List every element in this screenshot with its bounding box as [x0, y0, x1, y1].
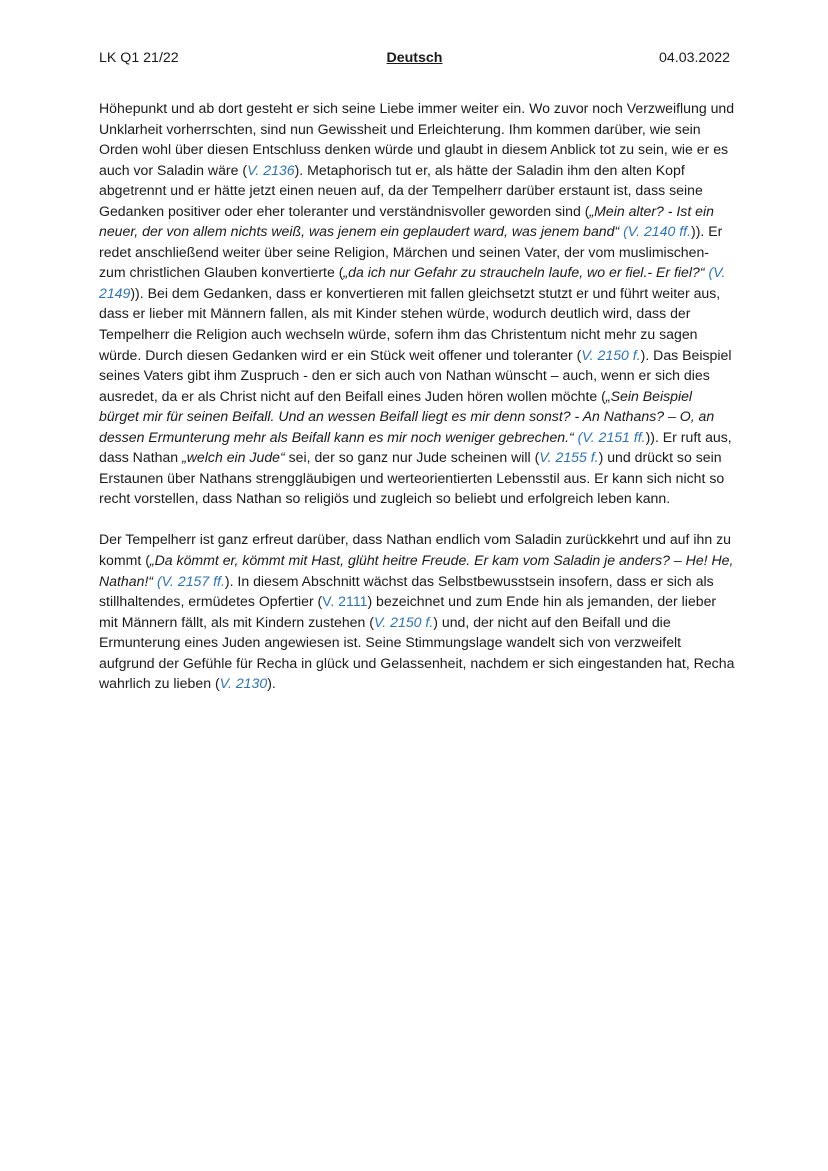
- text-run: ).: [267, 675, 276, 692]
- verse-reference: (V. 2149: [99, 264, 726, 301]
- quote: „Mein alter? - Ist ein neuer, der von allem nichts weiß, was jenem ein geplaudert ward, was jenem band“: [99, 202, 714, 240]
- quote: „Sein Beispiel bürget mir für seinen Beifall. Und an wessen Beifall liegt es mir denn sonst? - An Nathans? – O, an dessen Ermunterung mehr als Beifall kann es mir noch weniger gebrechen.“: [99, 387, 715, 445]
- paragraph-1: [99, 98, 735, 509]
- text-run: )). Er redet anschließend weiter über seine Religion, Märchen und seinen Vater, der vom muslimischen- zum christlichen Glauben konvertierte (: [99, 223, 723, 281]
- header-subject: Deutsch: [386, 50, 443, 66]
- verse-reference: (V. 2157 ff.: [156, 572, 225, 589]
- text-run: ) und drückt so sein Erstaunen über Nathans strenggläubigen und werteorientierten Lebensstil aus. Er kann sich nicht so recht vorstellen, dass Nathan so religiös und zugleich so beliebt und erfolgreich leben kann.: [99, 449, 725, 507]
- text-run: ) bezeichnet und zum Ende hin als jemanden, der lieber mit Männern fällt, als mit Kindern zustehen (: [99, 593, 717, 630]
- quote: „welch ein Jude“: [182, 449, 285, 466]
- verse-reference: V. 2150 f.: [373, 613, 434, 630]
- text-run: )). Er ruft aus, dass Nathan: [99, 428, 732, 466]
- document-body: [99, 98, 735, 694]
- header-date: 04.03.2022: [658, 50, 730, 66]
- verse-reference: (V. 2151 ff.: [577, 428, 646, 445]
- text-run: )). Bei dem Gedanken, dass er konvertieren mit fallen gleichsetzt stutzt er und führt weiter aus, dass er lieber mit Männern fallen, als mit Kinder stehen würde, wodurch deutlich wird, dass der Tempelherr die Religion auch wechseln würde, sofern ihm das Christentum nicht mehr zu sagen würde. Durch diesen Gedanken wird er ein Stück weit offener und toleranter (: [99, 284, 721, 363]
- verse-reference: (V. 2140 ff.: [623, 223, 691, 240]
- text-run: ). Metaphorisch tut er, als hätte der Saladin ihm den alten Kopf abgetrennt und er hätte jetzt einen neuen auf, da der Tempelherr darüber erstaunt ist, dass seine Gedanken positiver oder eher toleranter und verständnisvoller geworden sind (: [99, 161, 703, 219]
- header-course: LK Q1 21/22: [99, 50, 179, 66]
- quote: „Da kömmt er, kömmt mit Hast, glüht heitre Freude. Er kam vom Saladin je anders? – He! He, Nathan!“: [99, 551, 734, 589]
- quote: „da ich nur Gefahr zu straucheln laufe, wo er fiel.- Er fiel?“: [343, 264, 709, 281]
- verse-reference: V. 2130: [219, 675, 268, 692]
- text-run: ). Das Beispiel seines Vaters gibt ihm Zuspruch - den er sich auch von Nathan wünscht – auch, wenn er sich dies ausredet, da er als Christ nicht auf den Beifall eines Juden hören wollen möchte (: [99, 346, 732, 404]
- page-header: [99, 50, 730, 72]
- text-run: sei, der so ganz nur Jude scheinen will (: [284, 449, 540, 466]
- text-run: Höhepunkt und ab dort gesteht er sich seine Liebe immer weiter ein. Wo zuvor noch Verzweiflung und Unklarheit vorherrschten, sind nun Gewissheit und Erleichterung. Ihm kommen darüber, wie sein Orden wohl über diesen Entschluss denken würde und glaubt in diesem Anblick tot zu sein, wie er es auch vor Saladin wäre (: [99, 100, 735, 178]
- paragraph-2: [99, 529, 735, 693]
- verse-reference: V. 2150 f.: [581, 346, 641, 363]
- text-run: ) und, der nicht auf den Beifall und die Ermunterung eines Juden angewiesen ist. Seine Stimmungslage wandelt sich von verzweifelt aufgrund der Gefühle für Recha in glück und Gelassenheit, nachdem er sich eingestanden hat, Recha wahrlich zu lieben (: [99, 613, 735, 692]
- verse-reference: V. 2155 f.: [539, 449, 599, 466]
- verse-reference: V. 2136: [247, 161, 295, 178]
- verse-reference: V. 2111: [322, 593, 368, 610]
- text-run: ). In diesem Abschnitt wächst das Selbstbewusstsein insofern, dass er sich als stillhaltendes, ermüdetes Opfertier (: [99, 572, 714, 610]
- text-run: Der Tempelherr ist ganz erfreut darüber, dass Nathan endlich vom Saladin zurückkehrt und auf ihn zu kommt (: [99, 531, 731, 568]
